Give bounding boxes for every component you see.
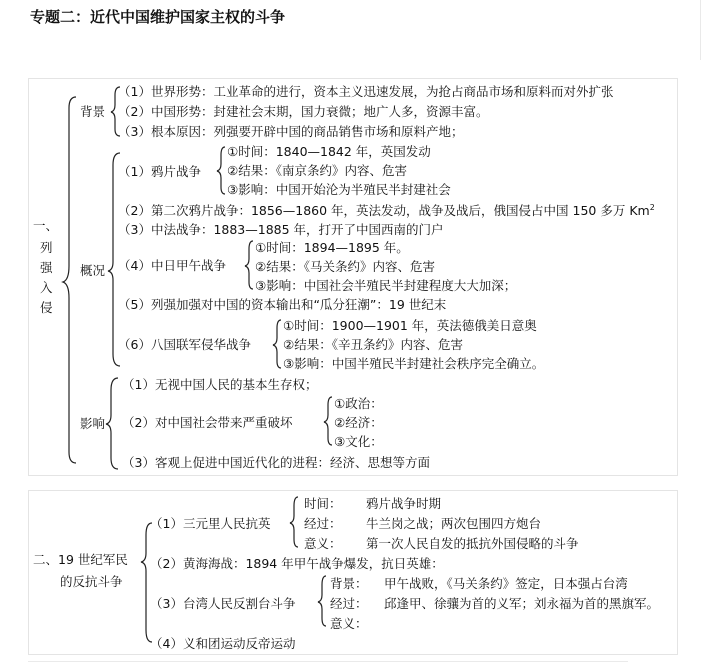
section-2-label: 二、19 世纪军民 bbox=[33, 552, 128, 567]
second-opium-war-sup: 2 bbox=[649, 202, 655, 212]
sino-japanese-war-item: ③影响：中国社会半殖民半封建程度大大加深； bbox=[255, 278, 517, 293]
taiwan-key: 经过： bbox=[330, 596, 368, 611]
taiwan-key: 背景： bbox=[330, 576, 368, 591]
background-item: （2）中国形势：封建社会末期，国力衰微；地广人多，资源丰富。 bbox=[118, 104, 489, 119]
sanyuanli-key: 意义： bbox=[304, 536, 342, 551]
overview-label: 概况 bbox=[80, 263, 106, 278]
sanyuanli-value: 第一次人民自发的抵抗外国侵略的斗争 bbox=[366, 536, 579, 551]
sanyuanli-value: 鸦片战争时期 bbox=[366, 496, 442, 511]
page-edge-line bbox=[700, 0, 701, 60]
taiwan-struggle-label: （3）台湾人民反割台斗争 bbox=[150, 596, 296, 611]
section-1-label-char: 入 bbox=[40, 280, 53, 295]
section-1-label-char: 侵 bbox=[40, 300, 53, 315]
eight-nation-war-label: （6）八国联军侵华战争 bbox=[118, 337, 251, 352]
impact-item: （2）对中国社会带来严重破坏 bbox=[122, 415, 293, 430]
yellow-sea-battle: （2）黄海海战：1894 年甲午战争爆发，抗日英雄： bbox=[150, 556, 444, 571]
sino-japanese-war-label: （4）中日甲午战争 bbox=[118, 258, 226, 273]
section-1-label-num: 一、 bbox=[33, 218, 59, 233]
eight-nation-war-item: ②结果：《辛丑条约》内容、危害 bbox=[283, 337, 463, 352]
page-title: 专题二：近代中国维护国家主权的斗争 bbox=[30, 8, 286, 26]
sino-french-war: （3）中法战争：1883—1885 年，打开了中国西南的门户 bbox=[118, 222, 444, 237]
section-1-label-char: 列 bbox=[40, 240, 53, 255]
opium-war-item: ③影响：中国开始沦为半殖民半封建社会 bbox=[227, 182, 451, 197]
section-1-label-char: 强 bbox=[40, 260, 53, 275]
opium-war-label: （1）鸦片战争 bbox=[118, 164, 201, 179]
eight-nation-war-item: ③影响：中国半殖民半封建社会秩序完全确立。 bbox=[283, 356, 545, 371]
impact-subitem: ③文化： bbox=[334, 434, 383, 449]
second-opium-war bbox=[118, 203, 655, 219]
impact-subitem: ②经济： bbox=[334, 415, 383, 430]
opium-war-item: ①时间：1840—1842 年，英国发动 bbox=[227, 144, 431, 159]
second-opium-war-text: （2）第二次鸦片战争：1856—1860 年，英法发动，战争及战后，俄国侵占中国 150 多万 Km bbox=[118, 203, 650, 218]
impact-item: （1）无视中国人民的基本生存权； bbox=[122, 377, 318, 392]
sanyuanli-value: 牛兰岗之战；两次包围四方炮台 bbox=[366, 516, 542, 531]
background-item: （1）世界形势：工业革命的进行，资本主义迅速发展，为抢占商品市场和原料而对外扩张 bbox=[118, 84, 614, 99]
impact-label: 影响 bbox=[80, 416, 106, 431]
background-item: （3）根本原因：列强要开辟中国的商品销售市场和原料产地； bbox=[118, 124, 464, 139]
bottom-divider bbox=[28, 661, 628, 662]
impact-item: （3）客观上促进中国近代化的进程：经济、思想等方面 bbox=[122, 455, 430, 470]
section-2-label: 的反抗斗争 bbox=[60, 574, 123, 589]
taiwan-value: 邱逢甲、徐骧为首的义军；刘永福为首的黑旗军。 bbox=[384, 596, 660, 611]
boxer-movement: （4）义和团运动反帝运动 bbox=[150, 636, 296, 651]
sanyuanli-key: 时间： bbox=[304, 496, 342, 511]
opium-war-item: ②结果：《南京条约》内容、危害 bbox=[227, 163, 407, 178]
capital-export: （5）列强加强对中国的资本输出和“瓜分狂潮”：19 世纪末 bbox=[118, 297, 447, 312]
sino-japanese-war-item: ①时间：1894—1895 年。 bbox=[255, 240, 409, 255]
sanyuanli-label: （1）三元里人民抗英 bbox=[150, 516, 271, 531]
background-label: 背景 bbox=[80, 104, 106, 119]
sanyuanli-key: 经过： bbox=[304, 516, 342, 531]
taiwan-key: 意义： bbox=[330, 616, 368, 631]
sino-japanese-war-item: ②结果：《马关条约》内容、危害 bbox=[255, 259, 435, 274]
impact-subitem: ①政治： bbox=[334, 396, 383, 411]
taiwan-value: 甲午战败，《马关条约》签定，日本强占台湾 bbox=[384, 576, 628, 591]
eight-nation-war-item: ①时间：1900—1901 年，英法德俄美日意奥 bbox=[283, 318, 537, 333]
